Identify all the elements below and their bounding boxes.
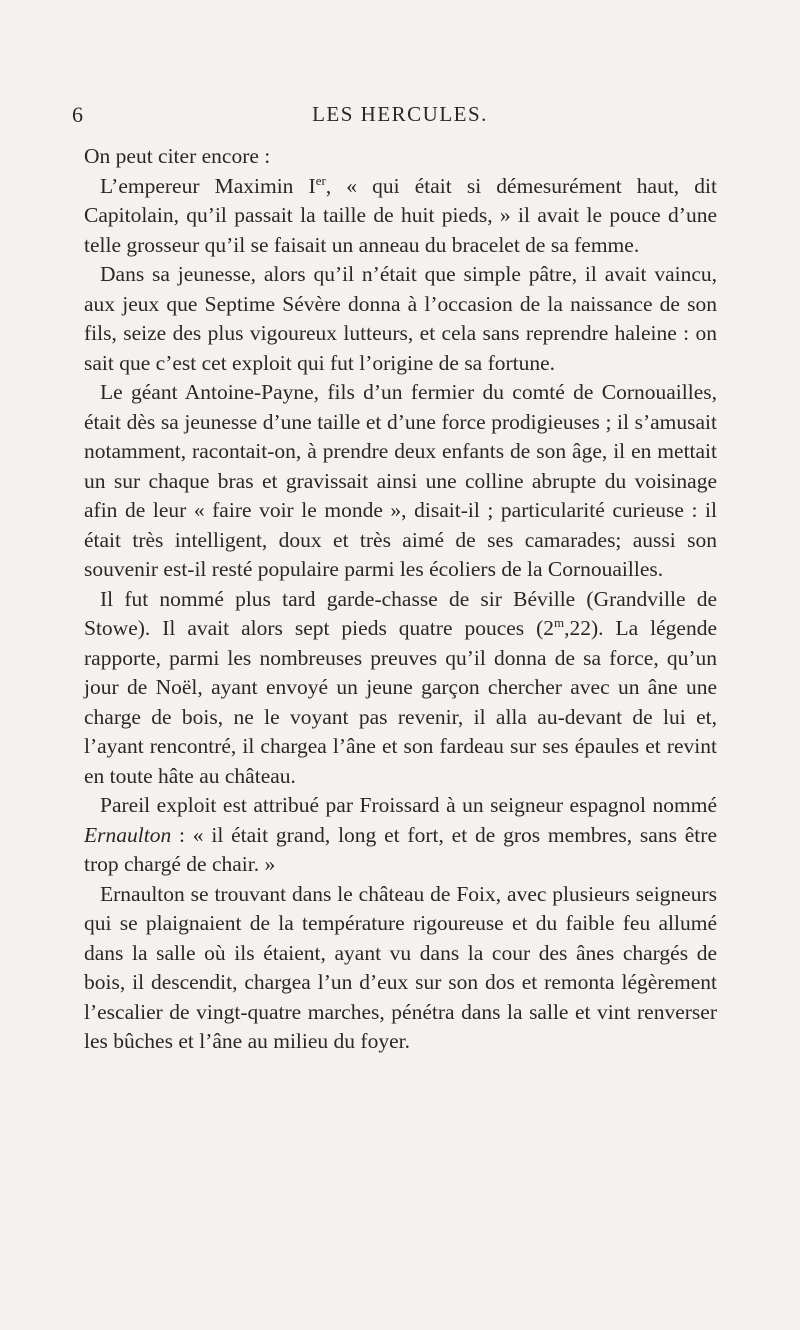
superscript: m [554,615,565,630]
italic-name: Ernaulton [84,822,172,847]
paragraph: On peut citer encore : [84,144,271,168]
page-header [72,102,728,132]
paragraph: Dans sa jeunesse, alors qu’il n’était que simple pâtre, il avait vaincu, aux jeux que Septime Sévère donna à l’occasion de la naissance de son fils, seize des plus vigoureux lutteurs, et cela sans reprendre haleine : on sait que c’est cet exploit qui fut l’origine de sa fortune. [84,262,717,375]
body-text [84,142,717,1057]
paragraph: Le géant Antoine-Payne, fils d’un fermier du comté de Cornouailles, était dès sa jeunesse d’une taille et d’une force prodigieuses ; il s’amusait notamment, racontait-on, à prendre deux enfants de son âge, il en mettait un sur chaque bras et gravissait ainsi une colline abrupte du voisinage afin de leur « faire voir le monde », disait-il ; particularité curieuse : il était très intelligent, doux et très aimé de ses camarades; aussi son souvenir est-il resté populaire parmi les écoliers de la Cornouailles. [84,380,717,581]
paragraph: Pareil exploit est attribué par Froissard à un seigneur espagnol nommé Ernaulton : « il était grand, long et fort, et de gros membres, sans être trop chargé de chair. » [84,793,717,876]
paragraph: Il fut nommé plus tard garde-chasse de sir Béville (Grandville de Stowe). Il avait alors sept pieds quatre pouces (2$^m$,22). La légende rapporte, parmi les nombreuses preuves qu’il donna de sa force, qu’un jour de Noël, ayant envoyé un jeune garçon chercher avec un âne une charge de bois, ne le voyant pas revenir, il alla au-devant de lui et, l’ayant rencontré, il chargea l’âne et son fardeau sur ses épaules et revint en toute hâte au château. [84,586,717,788]
paragraph: Ernaulton se trouvant dans le château de Foix, avec plusieurs seigneurs qui se plaignaient de la température rigoureuse et du faible feu allumé dans la salle où ils étaient, ayant vu dans la cour des ânes chargés de bois, il descendit, chargea l’un d’eux sur son dos et remonta légèrement l’escalier de vingt-quatre marches, pénétra dans la salle et vint renverser les bûches et l’âne au milieu du foyer. [84,881,717,1053]
running-title: LES HERCULES. [312,102,488,126]
paragraph: L’empereur Maximin Ier, « qui était si démesurément haut, dit Capitolain, qu’il passait la taille de huit pieds, » il avait le pouce d’une telle grosseur qu’il se faisait un anneau du bracelet de sa femme. [84,172,717,257]
superscript: er [315,172,326,188]
page-number: 6 [72,102,84,127]
